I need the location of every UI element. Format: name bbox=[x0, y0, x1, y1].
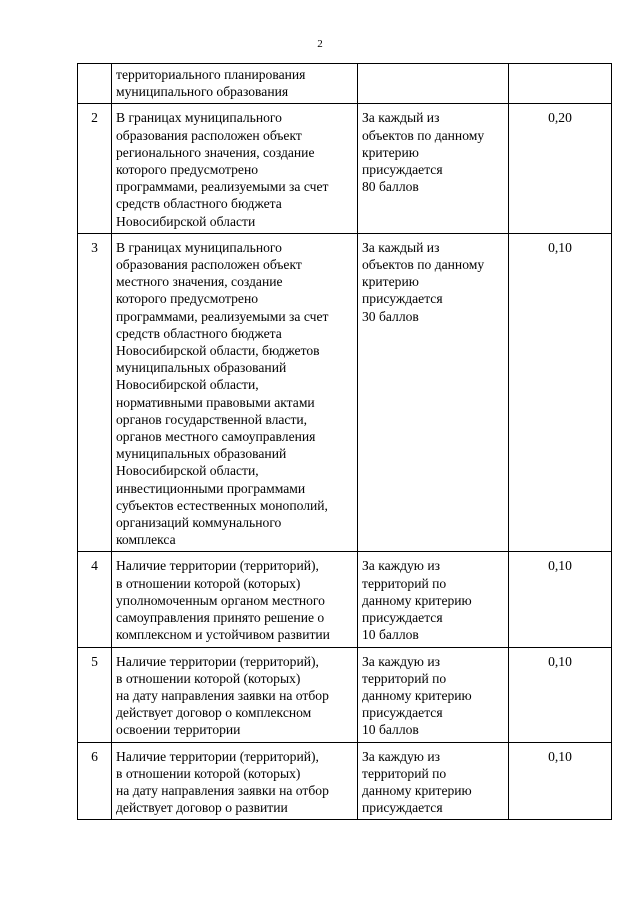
score-rule-line: 80 баллов bbox=[362, 179, 419, 195]
criterion-text bbox=[112, 64, 358, 104]
criterion-text bbox=[112, 104, 358, 233]
table-row bbox=[78, 233, 612, 552]
score-rule-line: территорий по bbox=[362, 765, 447, 781]
score-rule-line: За каждый из bbox=[362, 110, 440, 126]
criterion-text-line: действует договор о комплексном bbox=[116, 705, 312, 721]
score-rule-line: критерию bbox=[362, 144, 419, 160]
criterion-text-line: самоуправления принято решение о bbox=[116, 610, 325, 626]
criterion-text-line: в отношении которой (которых) bbox=[116, 670, 301, 686]
score-rule-line: 10 баллов bbox=[362, 722, 419, 738]
score-rule-line: данному критерию bbox=[362, 782, 472, 798]
score-rule-line: территорий по bbox=[362, 670, 447, 686]
criterion-text-line: В границах муниципального bbox=[116, 110, 282, 126]
criterion-text-line: на дату направления заявки на отбор bbox=[116, 782, 329, 798]
score-rule-line: За каждую из bbox=[362, 558, 440, 574]
weight-coefficient: 0,10 bbox=[509, 647, 612, 742]
score-rule bbox=[358, 552, 509, 647]
row-number: 6 bbox=[78, 742, 112, 820]
criterion-text-line: Наличие территории (территорий), bbox=[116, 558, 319, 574]
criterion-text-line: которого предусмотрено bbox=[116, 291, 259, 307]
criterion-text-line: территориального планирования bbox=[116, 67, 306, 82]
criterion-text-line: средств областного бюджета bbox=[116, 325, 282, 341]
criterion-text-line: нормативными правовыми актами bbox=[116, 394, 315, 410]
criterion-text-line: муниципальных образований bbox=[116, 446, 287, 462]
criterion-text bbox=[112, 552, 358, 647]
criterion-text-line: в отношении которой (которых) bbox=[116, 765, 301, 781]
table-row bbox=[78, 647, 612, 742]
score-rule-line: 10 баллов bbox=[362, 627, 419, 643]
score-rule bbox=[358, 647, 509, 742]
criterion-text bbox=[112, 647, 358, 742]
criterion-text-line: комплекса bbox=[116, 532, 176, 548]
criterion-text-line: действует договор о развитии bbox=[116, 800, 288, 816]
criterion-text-line: местного значения, создание bbox=[116, 274, 283, 290]
row-number: 4 bbox=[78, 552, 112, 647]
criterion-text-line: освоении территории bbox=[116, 722, 241, 738]
criterion-text-line: Наличие территории (территорий), bbox=[116, 653, 319, 669]
criterion-text bbox=[112, 742, 358, 820]
criterion-text-line: Новосибирской области, bbox=[116, 377, 259, 393]
weight-coefficient: 0,20 bbox=[509, 104, 612, 233]
criteria-table-body bbox=[78, 64, 612, 820]
criterion-text-line: регионального значения, создание bbox=[116, 144, 315, 160]
criterion-text-line: образования расположен объект bbox=[116, 257, 302, 273]
score-rule-line: присуждается bbox=[362, 162, 443, 178]
score-rule bbox=[358, 742, 509, 820]
weight-coefficient: 0,10 bbox=[509, 742, 612, 820]
criterion-text-line: муниципального образования bbox=[116, 84, 289, 100]
score-rule-line: За каждый из bbox=[362, 239, 440, 255]
criterion-text-line: программами, реализуемыми за счет bbox=[116, 179, 329, 195]
criterion-text-line: В границах муниципального bbox=[116, 239, 282, 255]
row-number: 5 bbox=[78, 647, 112, 742]
table-row bbox=[78, 742, 612, 820]
score-rule bbox=[358, 104, 509, 233]
criterion-text bbox=[112, 233, 358, 552]
criterion-text-line: Наличие территории (территорий), bbox=[116, 748, 319, 764]
score-rule-line: объектов по данному bbox=[362, 127, 485, 143]
score-rule-line: 30 баллов bbox=[362, 308, 419, 324]
score-rule-line: данному критерию bbox=[362, 687, 472, 703]
score-rule-line: За каждую из bbox=[362, 653, 440, 669]
weight-coefficient: 0,10 bbox=[509, 233, 612, 552]
criterion-text-line: организаций коммунального bbox=[116, 515, 282, 531]
score-rule-line: критерию bbox=[362, 274, 419, 290]
weight-coefficient: 0,10 bbox=[509, 552, 612, 647]
score-rule-line: присуждается bbox=[362, 705, 443, 721]
table-row bbox=[78, 64, 612, 104]
table-row bbox=[78, 104, 612, 233]
criterion-text-line: в отношении которой (которых) bbox=[116, 575, 301, 591]
criterion-text-line: средств областного бюджета bbox=[116, 196, 282, 212]
row-number: 2 bbox=[78, 104, 112, 233]
criterion-text-line: органов местного самоуправления bbox=[116, 429, 316, 445]
criterion-text-line: программами, реализуемыми за счет bbox=[116, 308, 329, 324]
weight-coefficient bbox=[509, 64, 612, 104]
score-rule-line: присуждается bbox=[362, 291, 443, 307]
criterion-text-line: Новосибирской области, бюджетов bbox=[116, 343, 320, 359]
score-rule-line: объектов по данному bbox=[362, 257, 485, 273]
criteria-table bbox=[77, 63, 612, 820]
score-rule-line: присуждается bbox=[362, 610, 443, 626]
criterion-text-line: которого предусмотрено bbox=[116, 162, 259, 178]
criterion-text-line: органов государственной власти, bbox=[116, 411, 308, 427]
criterion-text-line: на дату направления заявки на отбор bbox=[116, 687, 329, 703]
score-rule-line: территорий по bbox=[362, 575, 447, 591]
row-number bbox=[78, 64, 112, 104]
score-rule-line: За каждую из bbox=[362, 748, 440, 764]
criterion-text-line: инвестиционными программами bbox=[116, 480, 306, 496]
criterion-text-line: Новосибирской области, bbox=[116, 463, 259, 479]
page-number: 2 bbox=[317, 38, 323, 50]
criterion-text-line: комплексном и устойчивом развитии bbox=[116, 627, 330, 643]
criterion-text-line: образования расположен объект bbox=[116, 127, 302, 143]
criterion-text-line: Новосибирской области bbox=[116, 213, 256, 229]
criterion-text-line: уполномоченным органом местного bbox=[116, 592, 325, 608]
row-number: 3 bbox=[78, 233, 112, 552]
table-row bbox=[78, 552, 612, 647]
score-rule-line: данному критерию bbox=[362, 592, 472, 608]
score-rule bbox=[358, 233, 509, 552]
criterion-text-line: субъектов естественных монополий, bbox=[116, 497, 328, 513]
score-rule-line: присуждается bbox=[362, 800, 443, 816]
score-rule bbox=[358, 64, 509, 104]
criterion-text-line: муниципальных образований bbox=[116, 360, 287, 376]
